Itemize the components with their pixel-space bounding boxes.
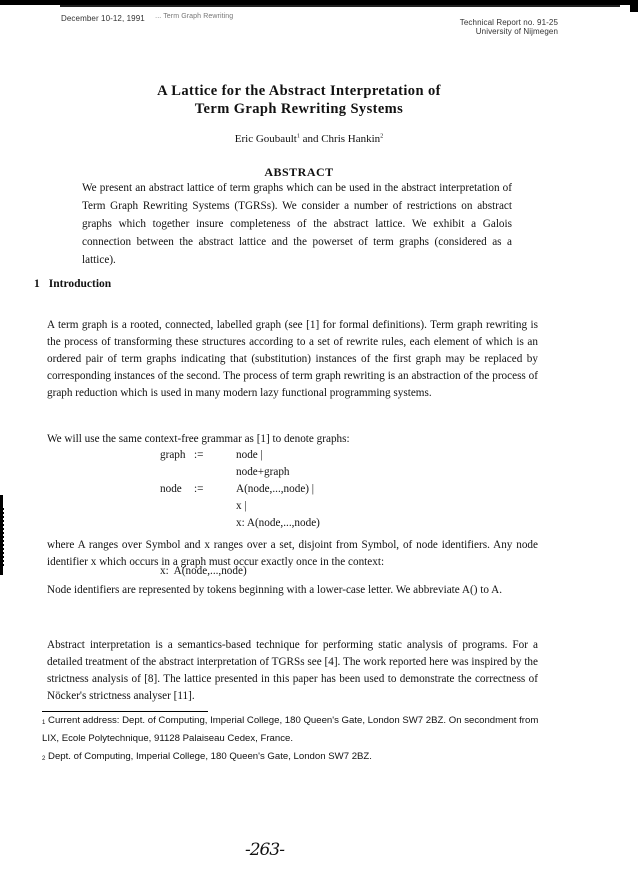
paper-title-line-1: A Lattice for the Abstract Interpretation of: [157, 83, 441, 99]
header-running-title: ... Term Graph Rewriting: [155, 13, 234, 20]
grammar-rhs: x: A(node,...,node): [236, 517, 320, 529]
grammar-lhs: graph: [160, 449, 186, 461]
footnotes: [42, 712, 542, 766]
footnote-1: [42, 712, 542, 748]
grammar-lhs: [160, 464, 194, 481]
scan-artifact-top-line: [60, 5, 620, 7]
grammar-rhs: node |: [236, 449, 263, 461]
grammar-lhs: [160, 515, 194, 532]
author-2-footnote-mark: 2: [380, 133, 384, 140]
author-2: Chris Hankin: [321, 133, 381, 145]
grammar-row: [160, 464, 320, 481]
scan-artifact-left-edge-dots: [3, 508, 4, 568]
grammar-rhs: A(node,...,node) |: [236, 483, 315, 495]
grammar-row: [160, 498, 320, 515]
header-left: [61, 14, 233, 23]
grammar-rhs: node+graph: [236, 466, 290, 478]
context-expression: x: A(node,...,node): [160, 565, 247, 577]
authors: [0, 133, 618, 145]
grammar-op: :=: [194, 449, 204, 461]
grammar-row: [160, 515, 320, 532]
abstract-text: We present an abstract lattice of term graphs which can be used in the abstract interpretation of Term Graph Rewriting Systems (TGRSs). We consider a number of restrictions on abstract graphs which together insure completeness of the abstract lattice. We exhibit a Galois connection between the abstract lattice and the powerset of term graphs (considered as a lattice).: [82, 182, 512, 266]
grammar-row: [160, 447, 320, 464]
paragraph-node-identifiers: Node identifiers are represented by tokens beginning with a lower-case letter. We abbreviate A() to A.: [47, 584, 503, 596]
paragraph-term-graph: A term graph is a rooted, connected, labelled graph (see [1] for formal definitions). Term graph rewriting is the process of transforming these structures according to a set of rewrite rules, each element of which is an ordered pair of term graphs indicating that (substitution) instances of the first graph may be replaced by corresponding instances of the second. The process of term graph rewriting is an abstraction of the process of graph reduction which is used in many modern lazy functional programming systems.: [47, 319, 538, 399]
section-number: 1: [34, 278, 40, 290]
section-title: Introduction: [48, 278, 112, 290]
paper-title-line-2: Term Graph Rewriting Systems: [194, 101, 404, 117]
scan-artifact-corner: [630, 3, 638, 12]
grammar-op: [194, 515, 236, 532]
author-conjunction: and: [299, 133, 322, 145]
header-date: December 10-12, 1991: [61, 14, 145, 23]
page-number: -263-: [245, 840, 284, 860]
paragraph-grammar-intro: We will use the same context-free grammar as [1] to denote graphs:: [47, 433, 350, 445]
grammar-lhs: node: [160, 483, 182, 495]
header-right: [460, 18, 558, 36]
grammar-rhs: x |: [236, 500, 247, 512]
section-heading-introduction: [34, 278, 111, 290]
grammar-row: [160, 481, 320, 498]
grammar-op: :=: [194, 483, 204, 495]
grammar-definition: [160, 447, 320, 532]
paper-title: [0, 82, 598, 118]
footnote-mark: 2: [42, 756, 46, 762]
author-1-footnote-mark: 1: [296, 133, 300, 140]
grammar-op: [194, 464, 236, 481]
author-1: Eric Goubault: [234, 133, 297, 145]
header-report-number: Technical Report no. 91-25: [459, 18, 558, 27]
footnote-2: [42, 748, 542, 766]
footnote-text: Current address: Dept. of Computing, Imperial College, 180 Queen's Gate, London SW7 2BZ. On secondment from LIX, Ecole Polytechnique, 91128 Palaiseau Cedex, France.: [42, 715, 539, 744]
abstract-heading: ABSTRACT: [264, 165, 334, 179]
grammar-op: [194, 498, 236, 515]
footnote-mark: 1: [42, 720, 46, 726]
header-institution: University of Nijmegen: [475, 27, 558, 36]
paragraph-symbol-ranges: where A ranges over Symbol and x ranges over a set, disjoint from Symbol, of node identifiers. Any node identifier x which occurs in a graph must occur exactly once in the context:: [47, 539, 538, 568]
paragraph-abstract-interpretation: Abstract interpretation is a semantics-based technique for performing static analysis of programs. For a detailed treatment of the abstract interpretation of TGRSs see [4]. The work reported here was inspired by the strictness analysis of [8]. The lattice presented in this paper has been used to demonstrate the correctness of Nöcker's strictness analyser [11].: [47, 639, 538, 702]
footnote-text: Dept. of Computing, Imperial College, 180 Queen's Gate, London SW7 2BZ.: [48, 751, 372, 762]
grammar-lhs: [160, 498, 194, 515]
